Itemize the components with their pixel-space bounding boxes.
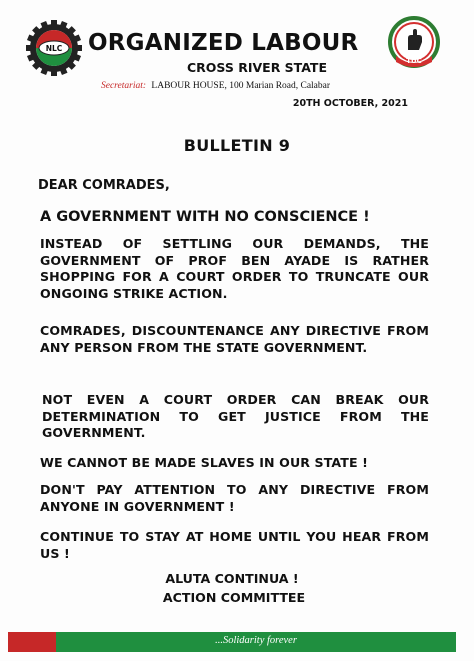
footer-tagline: ...Solidarity forever [215, 635, 297, 646]
footer-bar [8, 632, 456, 652]
footer-green-block [56, 632, 456, 652]
headline: A GOVERNMENT WITH NO CONSCIENCE ! [40, 209, 370, 225]
secretariat-label: Secretariat: [101, 81, 147, 91]
footer-red-block [8, 632, 56, 652]
closing-line: ALUTA CONTINUA ! [165, 571, 299, 586]
bulletin-title: BULLETIN 9 [183, 136, 291, 155]
paragraph-demands: INSTEAD OF SETTLING OUR DEMANDS, THE GOVERNMENT OF PROF BEN AYADE IS RATHER SHOPPING FOR A COURT ORDER TO TRUNCATE OUR ONGOING STRIKE ACTION. [40, 236, 429, 301]
tuc-logo-text: TUC [406, 57, 422, 65]
paragraph-discountenance: COMRADES, DISCOUNTENANCE ANY DIRECTIVE FROM ANY PERSON FROM THE STATE GOVERNMENT. [40, 323, 429, 355]
salutation: DEAR COMRADES, [38, 178, 170, 193]
paragraph-attention: DON'T PAY ATTENTION TO ANY DIRECTIVE FROM ANYONE IN GOVERNMENT ! [40, 482, 429, 514]
organization-title: ORGANIZED LABOUR [88, 30, 359, 56]
bulletin-date: 20TH OCTOBER, 2021 [292, 98, 408, 109]
organization-subtitle: CROSS RIVER STATE [186, 60, 327, 75]
signature: ACTION COMMITTEE [162, 590, 306, 605]
secretariat-line [101, 81, 330, 91]
paragraph-slaves: WE CANNOT BE MADE SLAVES IN OUR STATE ! [40, 455, 369, 470]
paragraph-stay-home: CONTINUE TO STAY AT HOME UNTIL YOU HEAR FROM US ! [40, 529, 429, 561]
secretariat-address: LABOUR HOUSE, 100 Marian Road, Calabar [151, 81, 331, 91]
nlc-logo-text: NLC [45, 44, 63, 53]
paragraph-court-order: NOT EVEN A COURT ORDER CAN BREAK OUR DETERMINATION TO GET JUSTICE FROM THE GOVERNMENT. [42, 392, 429, 440]
